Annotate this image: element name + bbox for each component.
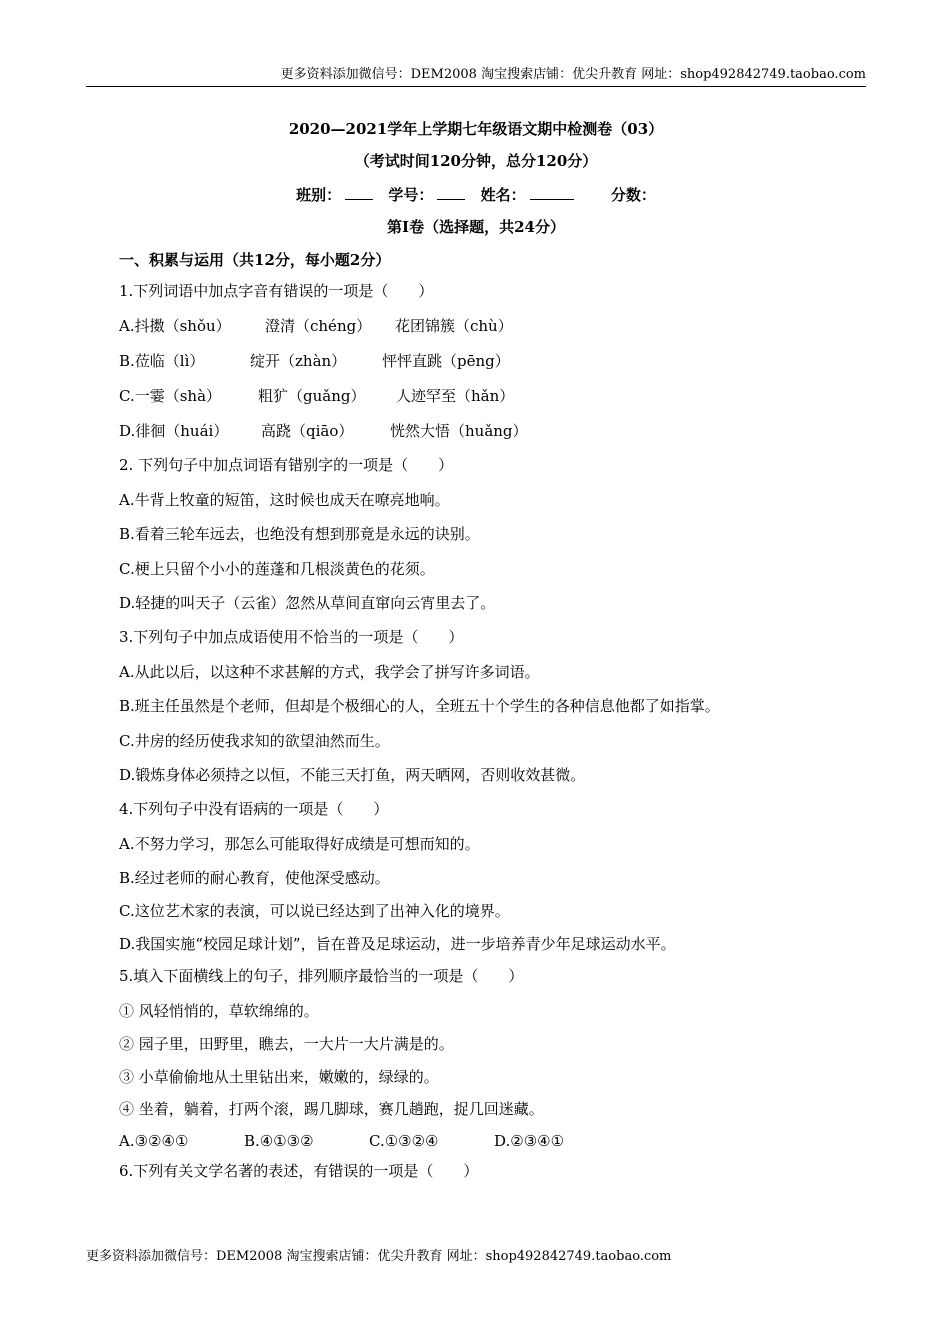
q4-option-b: B.经过老师的耐心教育，使他深受感动。 (119, 869, 390, 887)
q2-stem: 2. 下列句子中加点词语有错别字的一项是（ ） (119, 456, 454, 474)
q5-option-c: C.①③②④ (369, 1132, 439, 1150)
class-label: 班别： (296, 186, 342, 204)
q4-option-d: D.我国实施“校园足球计划”，旨在普及足球运动，进一步培养青少年足球运动水平。 (119, 935, 676, 953)
q3-stem: 3.下列句子中加点成语使用不恰当的一项是（ ） (119, 628, 464, 646)
section-heading: 一、积累与运用（共12分，每小题2分） (119, 251, 391, 269)
q1-option-c: C.一霎（shà） 粗犷（guǎng） 人迹罕至（hǎn） (119, 387, 515, 405)
q4-option-a: A.不努力学习，那怎么可能取得好成绩是可想而知的。 (119, 835, 480, 853)
q5-option-d: D.②③④① (494, 1132, 565, 1150)
page-header: 更多资料添加微信号：DEM2008 淘宝搜索店铺：优尖升教育 网址：shop492842749.taobao.com (280, 67, 866, 82)
exam-subtitle: （考试时间120分钟，总分120分） (354, 152, 598, 170)
number-label: 学号： (388, 186, 434, 204)
exam-title: 2020—2021学年上学期七年级语文期中检测卷（03） (288, 120, 664, 138)
q3-option-d: D.锻炼身体必须持之以恒，不能三天打鱼，两天晒网，否则收效甚微。 (119, 766, 586, 784)
q5-sentence-1: ① 风轻悄悄的，草软绵绵的。 (119, 1002, 319, 1020)
q2-option-a: A.牛背上牧童的短笛，这时候也成天在嘹亮地响。 (119, 491, 450, 509)
page-footer: 更多资料添加微信号：DEM2008 淘宝搜索店铺：优尖升教育 网址：shop492842749.taobao.com (86, 1249, 672, 1264)
q1-option-b: B.莅临（lì） 绽开（zhàn） 怦怦直跳（pēng） (119, 352, 510, 370)
name-label: 姓名： (480, 186, 526, 204)
q1-stem: 1.下列词语中加点字音有错误的一项是（ ） (119, 282, 434, 300)
q2-option-b: B.看着三轮车远去，也绝没有想到那竟是永远的诀别。 (119, 525, 480, 543)
q5-sentence-4: ④ 坐着，躺着，打两个滚，踢几脚球，赛几趟跑，捉几回迷藏。 (119, 1100, 544, 1118)
q5-options (119, 1130, 859, 1152)
q5-sentence-2: ② 园子里，田野里，瞧去，一大片一大片满是的。 (119, 1035, 454, 1053)
q5-option-a: A.③②④① (119, 1132, 189, 1150)
q5-stem: 5.填入下面横线上的句子，排列顺序最恰当的一项是（ ） (119, 967, 524, 985)
q3-option-c: C.井房的经历使我求知的欲望油然而生。 (119, 732, 390, 750)
name-blank (530, 185, 574, 200)
q5-sentence-3: ③ 小草偷偷地从土里钻出来，嫩嫩的，绿绿的。 (119, 1068, 439, 1086)
q1-option-d: D.徘徊（huái） 高跷（qiāo） 恍然大悟（huǎng） (119, 422, 528, 440)
q5-option-b: B.④①③② (244, 1132, 314, 1150)
q1-option-a: A.抖擞（shǒu） 澄清（chéng） 花团锦簇（chù） (119, 317, 513, 335)
q4-option-c: C.这位艺术家的表演，可以说已经达到了出神入化的境界。 (119, 902, 510, 920)
q2-option-c: C.梗上只留个小小的莲蓬和几根淡黄色的花须。 (119, 560, 435, 578)
part-heading: 第Ⅰ卷（选择题，共24分） (387, 218, 565, 236)
q4-stem: 4.下列句子中没有语病的一项是（ ） (119, 800, 389, 818)
student-info-row (86, 184, 866, 206)
q2-option-d: D.轻捷的叫天子（云雀）忽然从草间直窜向云宵里去了。 (119, 594, 496, 612)
class-blank (345, 185, 373, 200)
q6-stem: 6.下列有关文学名著的表述，有错误的一项是（ ） (119, 1162, 479, 1180)
q3-option-b: B.班主任虽然是个老师，但却是个极细心的人，全班五十个学生的各种信息他都了如指掌。 (119, 697, 720, 715)
score-label: 分数： (610, 186, 656, 204)
number-blank (437, 185, 465, 200)
q3-option-a: A.从此以后，以这种不求甚解的方式，我学会了拼写许多词语。 (119, 663, 540, 681)
header-rule (86, 86, 866, 87)
